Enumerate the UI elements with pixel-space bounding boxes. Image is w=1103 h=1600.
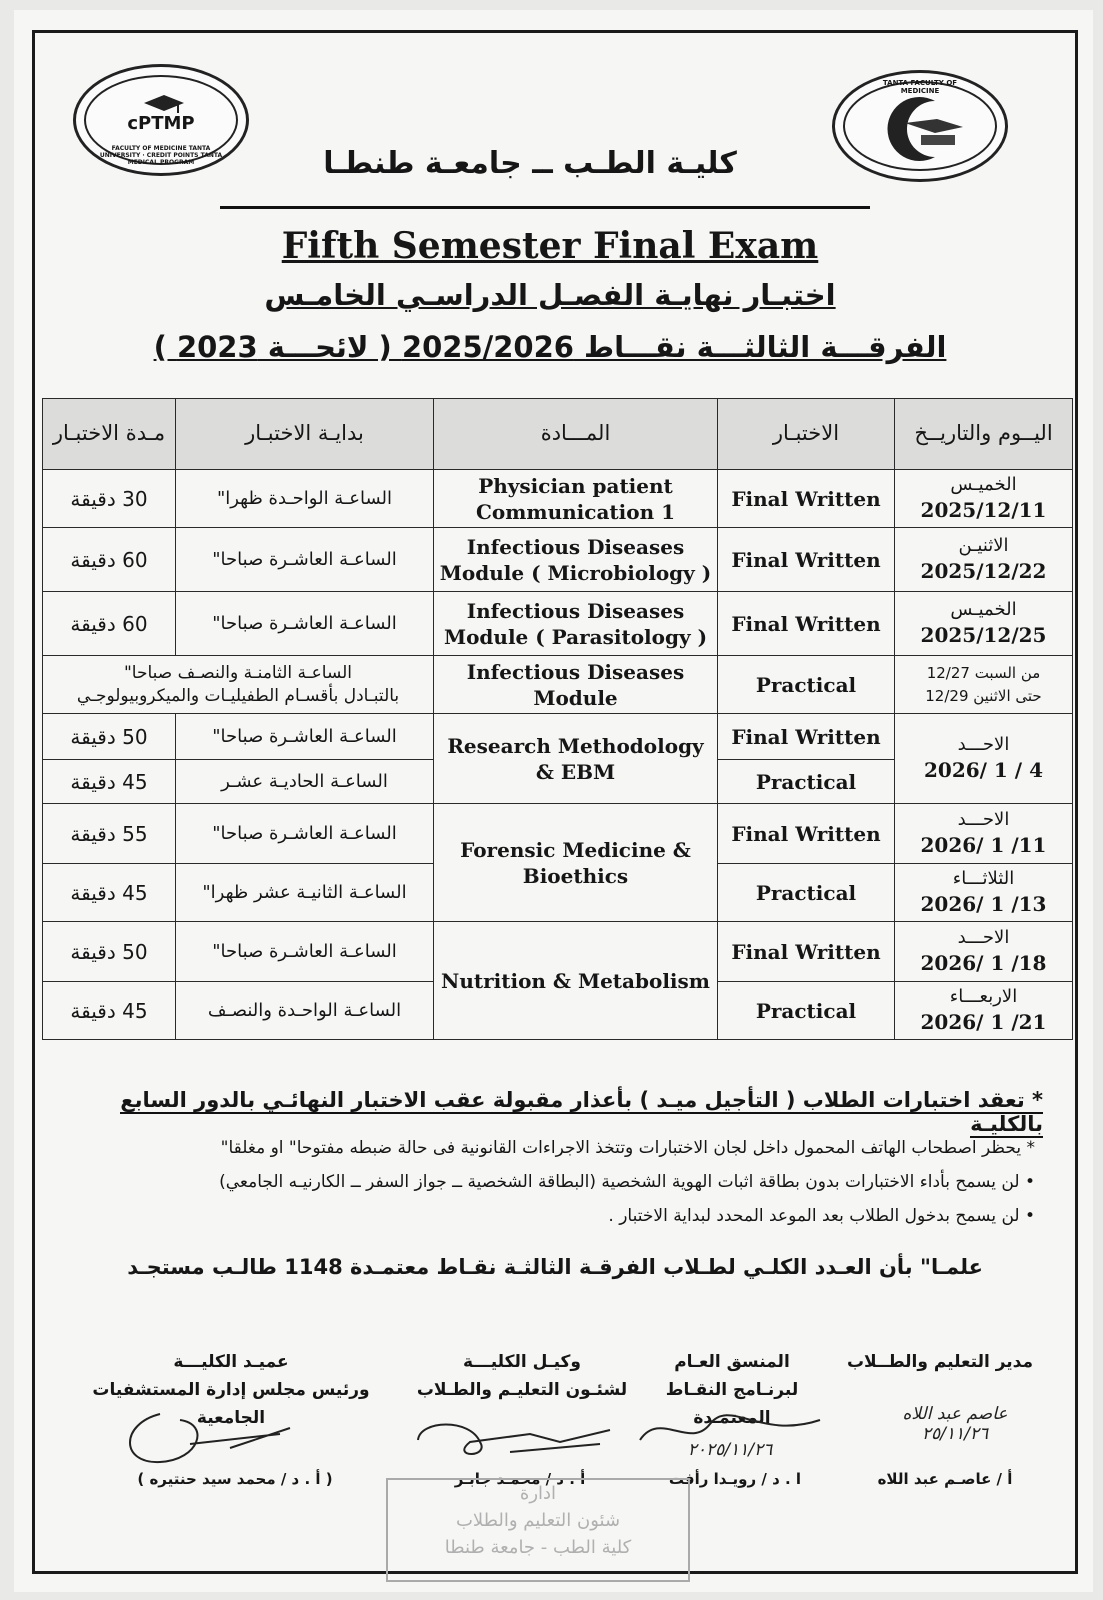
date-cell — [895, 982, 1073, 1040]
exam-schedule-table — [42, 398, 1073, 1040]
start-cell: الساعـة الحاديـة عشـر — [176, 760, 434, 804]
duration-cell: 60 دقيقة — [43, 592, 176, 656]
date-cell — [895, 714, 1073, 804]
subject-cell: Infectious Diseases Module — [434, 656, 718, 714]
date-label: 2026/ 1 /21 — [920, 1010, 1047, 1035]
exam-type-cell: Final Written — [718, 804, 895, 864]
date-label: 2026/ 1 / 4 — [924, 758, 1043, 783]
start-cell: الساعـة العاشـرة صباحا" — [176, 804, 434, 864]
practical-start-line2: بالتبـادل بأقسـام الطفيليـات والميكروبيولوجـي — [76, 685, 400, 706]
duration-cell: 55 دقيقة — [43, 804, 176, 864]
day-label: الخميـس — [950, 598, 1017, 620]
duration-cell: 45 دقيقة — [43, 864, 176, 922]
header-date: اليــوم والتاريــخ — [895, 399, 1073, 470]
signature-subtitle: ورئيس مجلس إدارة المستشفيات الجامعية — [92, 1380, 370, 1429]
exam-type-cell: Practical — [718, 656, 895, 714]
stamp-line: كلية الطب - جامعة طنطا — [444, 1537, 632, 1558]
phone-ban-note: * يحظر اصطحاب الهاتف المحمول داخل لجان الاختبارات وتتخذ الاجراءات القانونية فى حالة ضبطه مفتوحا" او مغلقا" — [220, 1138, 1035, 1158]
table-row — [43, 804, 1073, 864]
subject-cell: Infectious Diseases Module ( Microbiology ) — [434, 528, 718, 592]
handwritten-signature-scribble — [120, 1404, 300, 1468]
signature-title: مدير التعليم والطــلاب — [846, 1352, 1034, 1372]
stamp-line: ادارة — [519, 1483, 557, 1504]
duration-cell: 50 دقيقة — [43, 714, 176, 760]
duration-cell: 45 دقيقة — [43, 982, 176, 1040]
date-cell — [895, 864, 1073, 922]
date-label: 2025/12/11 — [920, 498, 1047, 523]
exam-type-cell: Final Written — [718, 922, 895, 982]
signatory-name: ( أ . د / محمد سيد حنتيره ) — [137, 1470, 333, 1488]
table-row — [43, 528, 1073, 592]
date-range-from: من السبت 12/27 — [926, 664, 1041, 682]
cptmp-logo — [73, 64, 249, 176]
day-label: الاحـــد — [957, 733, 1010, 755]
exam-title-en — [180, 225, 920, 267]
signature-title: وكيـل الكليـــة — [462, 1352, 581, 1372]
signature-block-education-manager — [835, 1348, 1045, 1376]
date-label: 2026/ 1 /11 — [920, 833, 1047, 858]
table-row — [43, 656, 1073, 714]
signature-subtitle: لبرنـامج النقـاط المعتمـدة — [665, 1380, 799, 1429]
start-cell: الساعـة العاشـرة صباحا" — [176, 592, 434, 656]
day-label: الاحـــد — [957, 926, 1010, 948]
start-cell: الساعـة الواحـدة ظهرا" — [176, 470, 434, 528]
day-label: الاثنيـن — [958, 534, 1009, 556]
duration-cell: 30 دقيقة — [43, 470, 176, 528]
date-cell — [895, 470, 1073, 528]
date-label: 2026/ 1 /13 — [920, 892, 1047, 917]
id-required-note: • لن يسمح بأداء الاختبارات بدون بطاقة اثبات الهوية الشخصية (البطاقة الشخصية ــ جواز السفر ــ الكارنيـه الجامعي) — [219, 1172, 1035, 1192]
table-row — [43, 714, 1073, 760]
faculty-name: كليـة الطـب ــ جامعـة طنطـا — [323, 146, 737, 181]
exam-subtitle-ar-text: الفرقـــة الثالثـــة نقـــاط 2025/2026 ( لائحـــة 2023 ) — [153, 330, 947, 364]
total-students-note: علمـا" بأن العـدد الكلـي لطـلاب الفرقـة الثالثـة نقـاط معتمـدة 1148 طالـب مستجـد — [127, 1255, 983, 1279]
day-label: الاحـــد — [957, 808, 1010, 830]
faded-stamp — [386, 1478, 690, 1582]
start-cell: الساعـة العاشـرة صباحا" — [176, 922, 434, 982]
header-duration: مـدة الاختبـار — [43, 399, 176, 470]
cptmp-logo-ring-text: FACULTY OF MEDICINE TANTA UNIVERSITY · CREDIT POINTS TANTA MEDICAL PROGRAM — [99, 145, 223, 166]
exam-type-cell: Practical — [718, 864, 895, 922]
tanta-medicine-logo — [832, 70, 1008, 182]
exam-title-ar-text: اختبـار نهايـة الفصـل الدراسـي الخامـس — [264, 278, 836, 312]
exam-type-cell: Final Written — [718, 714, 895, 760]
date-cell — [895, 592, 1073, 656]
subject-cell: Infectious Diseases Module ( Parasitology ) — [434, 592, 718, 656]
exam-type-cell: Practical — [718, 982, 895, 1040]
crescent-book-icon — [875, 93, 971, 165]
exam-title-ar — [180, 278, 920, 312]
exam-subtitle-ar — [100, 330, 1000, 364]
signature-subtitle: لشئـون التعليـم والطـلاب — [416, 1380, 628, 1401]
signatory-name: أ . د / محمـد جابـر — [454, 1470, 586, 1488]
practical-start-cell — [43, 656, 434, 714]
date-label: 2025/12/25 — [920, 623, 1047, 648]
signatory-name: أ / عاصـم عبد اللاه — [877, 1470, 1013, 1488]
duration-cell: 45 دقيقة — [43, 760, 176, 804]
header-divider — [220, 206, 870, 209]
tanta-logo-ring-text: TANTA FACULTY OF MEDICINE — [882, 79, 958, 95]
signature-title: المنسق العـام — [674, 1352, 790, 1372]
date-label: 2026/ 1 /18 — [920, 951, 1047, 976]
header-exam: الاختبـار — [718, 399, 895, 470]
graduation-cap-icon — [142, 93, 186, 115]
table-row — [43, 922, 1073, 982]
handwritten-signature: عاصم عبد اللاه ٢٥/١١/٢٦ — [902, 1404, 1008, 1444]
subject-cell: Research Methodology & EBM — [434, 714, 718, 804]
exam-type-cell: Final Written — [718, 528, 895, 592]
subject-cell: Physician patient Communication 1 — [434, 470, 718, 528]
signature-title: عميـد الكليـــة — [173, 1352, 289, 1372]
handwritten-date: ٢٠٢٥/١١/٢٦ — [687, 1440, 773, 1460]
late-entry-note: • لن يسمح بدخول الطلاب بعد الموعد المحدد لبداية الاختبار . — [608, 1206, 1035, 1226]
header-start: بدايـة الاختبـار — [176, 399, 434, 470]
start-cell: الساعـة الثانيـة عشر ظهرا" — [176, 864, 434, 922]
duration-cell: 60 دقيقة — [43, 528, 176, 592]
practical-start-line1: الساعـة الثامنـة والنصـف صباحا" — [123, 662, 353, 683]
subject-cell: Forensic Medicine & Bioethics — [434, 804, 718, 922]
date-label: 2025/12/22 — [920, 559, 1047, 584]
day-label: الخميـس — [950, 473, 1017, 495]
date-range-to: حتى الاثنين 12/29 — [925, 686, 1042, 705]
duration-cell: 50 دقيقة — [43, 922, 176, 982]
date-range-cell — [895, 656, 1073, 714]
day-label: الثلاثـــاء — [952, 867, 1015, 889]
deferred-exams-note-text: * تعقد اختبارات الطلاب ( التأجيل ميـد ) بأعذار مقبولة عقب الاختبار النهائـي بالدور السابع بالكليـة — [120, 1088, 1043, 1136]
date-cell — [895, 804, 1073, 864]
subject-cell: Nutrition & Metabolism — [434, 922, 718, 1040]
exam-type-cell: Practical — [718, 760, 895, 804]
date-cell — [895, 528, 1073, 592]
exam-type-cell: Final Written — [718, 592, 895, 656]
header-subject: المـــادة — [434, 399, 718, 470]
table-header-row — [43, 399, 1073, 470]
exam-title-en-text: Fifth Semester Final Exam — [281, 225, 819, 267]
start-cell: الساعـة العاشـرة صباحا" — [176, 528, 434, 592]
start-cell: الساعـة الواحـدة والنصـف — [176, 982, 434, 1040]
exam-type-cell: Final Written — [718, 470, 895, 528]
table-row — [43, 470, 1073, 528]
handwritten-signature-scribble — [410, 1412, 630, 1462]
start-cell: الساعـة العاشـرة صباحا" — [176, 714, 434, 760]
cptmp-logo-label: cPTMP — [127, 113, 195, 134]
signatory-name: ا . د / رويـدا رأفت — [668, 1470, 802, 1488]
deferred-exams-note — [43, 1088, 1043, 1136]
day-label: الاربعـــاء — [949, 985, 1018, 1007]
signature-block-vice-dean — [412, 1348, 632, 1404]
stamp-line: شئون التعليم والطلاب — [455, 1510, 621, 1531]
table-row — [43, 592, 1073, 656]
date-cell — [895, 922, 1073, 982]
